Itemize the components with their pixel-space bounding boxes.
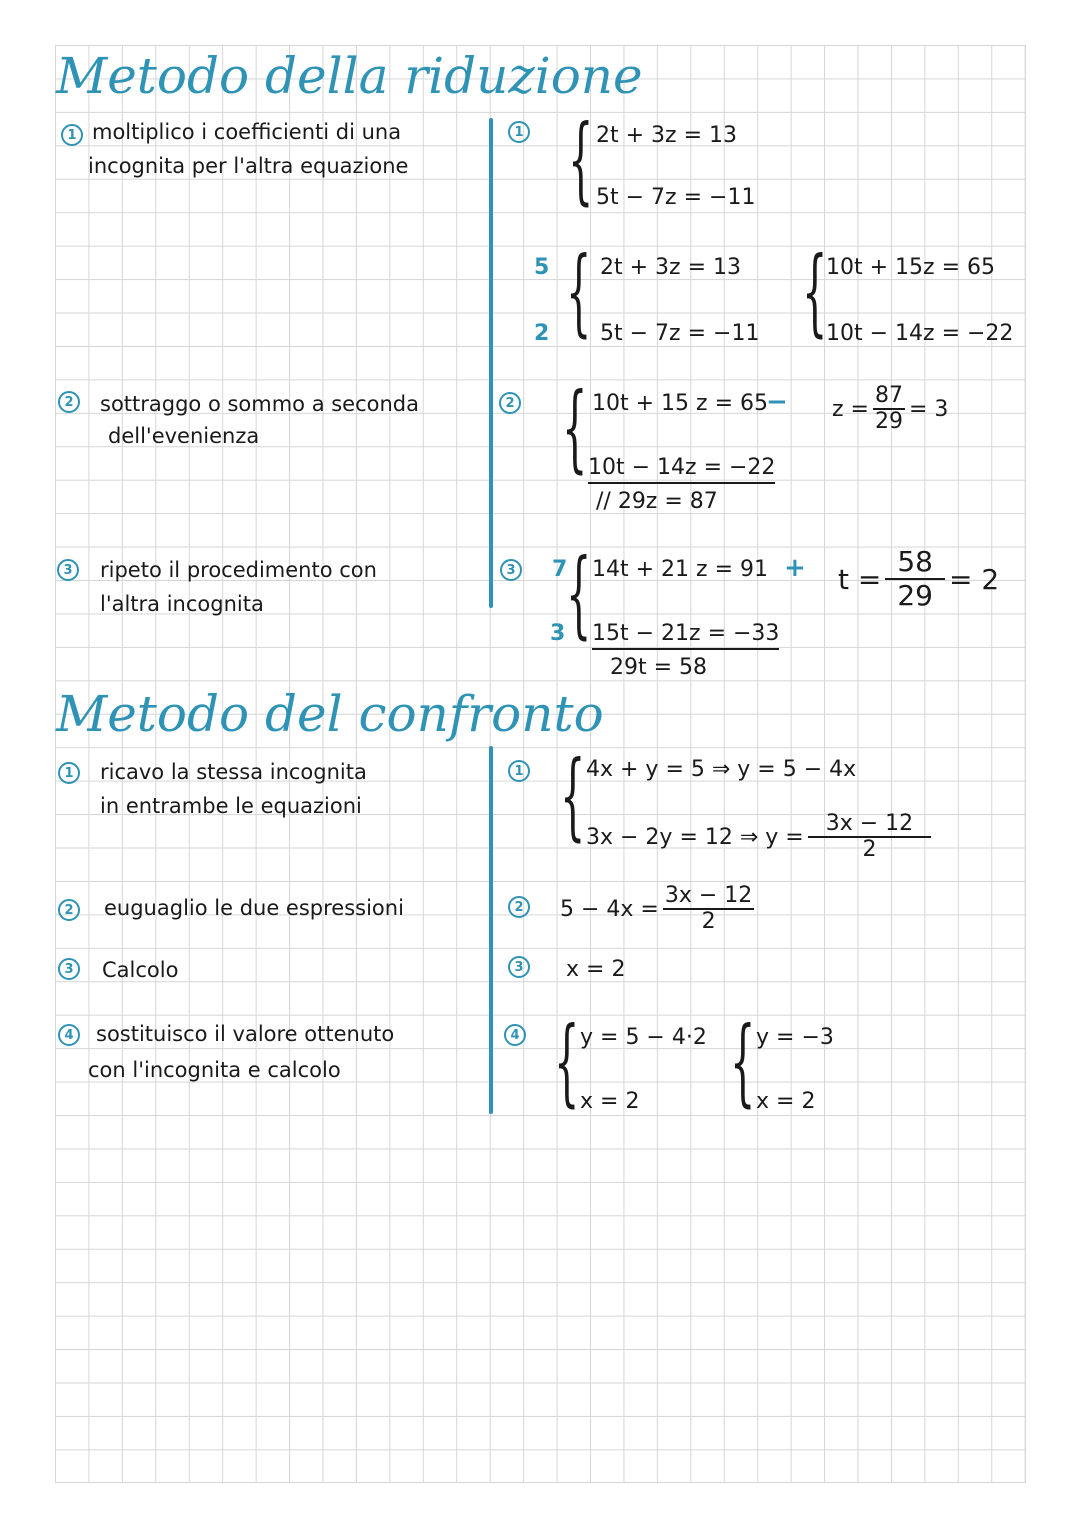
result-fraction: [838, 546, 999, 612]
result-row: 29t = 58: [610, 655, 708, 680]
step-number-badge: 4: [58, 1024, 80, 1046]
equation: y = −3: [756, 1025, 834, 1050]
fraction-rhs: = 3: [908, 396, 949, 422]
multiplier: 7: [552, 557, 568, 582]
equation: x = 2: [756, 1089, 816, 1114]
fraction-denominator: 29: [874, 409, 903, 434]
operation-sign: +: [784, 553, 806, 583]
result-fraction: [832, 384, 948, 434]
fraction-numerator: 87: [874, 383, 903, 408]
system-brace: {: [554, 1006, 580, 1117]
fraction-lhs: z =: [832, 396, 869, 422]
equation-lhs: 3x − 2y = 12 ⇒ y =: [586, 824, 804, 850]
work-number-badge: 4: [504, 1024, 526, 1046]
operation-sign: −: [766, 387, 788, 417]
fraction-denominator: 29: [897, 579, 933, 612]
step-text: ripeto il procedimento con: [100, 558, 377, 582]
equation: 10t − 14z = −22: [588, 454, 775, 484]
multiplier: 2: [534, 321, 550, 346]
step-text: ricavo la stessa incognita: [100, 760, 367, 784]
equation: x = 2: [580, 1089, 640, 1114]
multiplier: 3: [550, 621, 566, 646]
work-number-badge: 1: [508, 121, 530, 143]
system-brace: {: [560, 740, 586, 851]
step-text: in entrambe le equazioni: [100, 794, 362, 818]
section-title-riduzione: Metodo della riduzione: [56, 47, 643, 105]
divider-riduzione: [489, 118, 493, 608]
fraction-lhs: t =: [838, 562, 882, 596]
fraction-numerator: 58: [885, 546, 945, 580]
system-brace: {: [802, 236, 828, 347]
equation: 5t − 7z = −11: [600, 321, 760, 346]
step-number-badge: 1: [61, 124, 83, 146]
work-number-badge: 2: [508, 896, 530, 918]
multiplier: 5: [534, 255, 550, 280]
equation: 2t + 3z = 13: [596, 123, 738, 148]
fraction-denominator: 2: [701, 909, 716, 934]
equation-with-fraction: [586, 812, 935, 862]
equation: 5t − 7z = −11: [596, 185, 756, 210]
step-text: incognita per l'altra equazione: [88, 154, 409, 178]
step-number-badge: 2: [58, 391, 80, 413]
equation-with-fraction: [560, 884, 758, 934]
equation: 15t − 21z = −33: [592, 620, 779, 650]
equation: y = 5 − 4·2: [580, 1025, 707, 1050]
equation: 10t + 15z = 65: [826, 255, 995, 280]
work-number-badge: 3: [508, 956, 530, 978]
step-number-badge: 2: [58, 899, 80, 921]
equation: 14t + 21 z = 91: [592, 557, 768, 582]
result-row: // 29z = 87: [596, 489, 718, 514]
equation: 4x + y = 5 ⇒ y = 5 − 4x: [586, 757, 857, 782]
step-number-badge: 1: [58, 762, 80, 784]
fraction-denominator: 2: [862, 837, 877, 862]
step-text: sottraggo o sommo a seconda: [100, 392, 419, 416]
fraction-numerator: 3x − 12: [664, 883, 753, 908]
equation: 10t + 15 z = 65: [592, 391, 768, 416]
divider-confronto: [489, 746, 493, 1114]
system-brace: {: [566, 236, 592, 347]
equation: 10t − 14z = −22: [826, 321, 1014, 346]
step-number-badge: 3: [58, 958, 80, 980]
fraction-rhs: = 2: [948, 562, 1000, 596]
step-text: Calcolo: [102, 958, 179, 982]
system-brace: {: [566, 538, 592, 649]
step-text: con l'incognita e calcolo: [88, 1058, 341, 1082]
step-text: euguaglio le due espressioni: [104, 896, 404, 920]
equation-lhs: 5 − 4x =: [560, 896, 659, 922]
step-text: moltiplico i coefficienti di una: [92, 120, 402, 144]
fraction-numerator: 3x − 12: [808, 812, 931, 838]
section-title-confronto: Metodo del confronto: [56, 685, 604, 743]
step-text: l'altra incognita: [100, 592, 264, 616]
step-number-badge: 3: [57, 559, 79, 581]
equation: 2t + 3z = 13: [600, 255, 742, 280]
step-text: dell'evenienza: [108, 424, 260, 448]
work-number-badge: 2: [499, 392, 521, 414]
system-brace: {: [730, 1006, 756, 1117]
work-number-badge: 3: [500, 559, 522, 581]
system-brace: {: [562, 372, 588, 483]
system-brace: {: [568, 104, 594, 215]
work-number-badge: 1: [508, 760, 530, 782]
step-text: sostituisco il valore ottenuto: [96, 1022, 395, 1046]
equation: x = 2: [566, 957, 626, 982]
